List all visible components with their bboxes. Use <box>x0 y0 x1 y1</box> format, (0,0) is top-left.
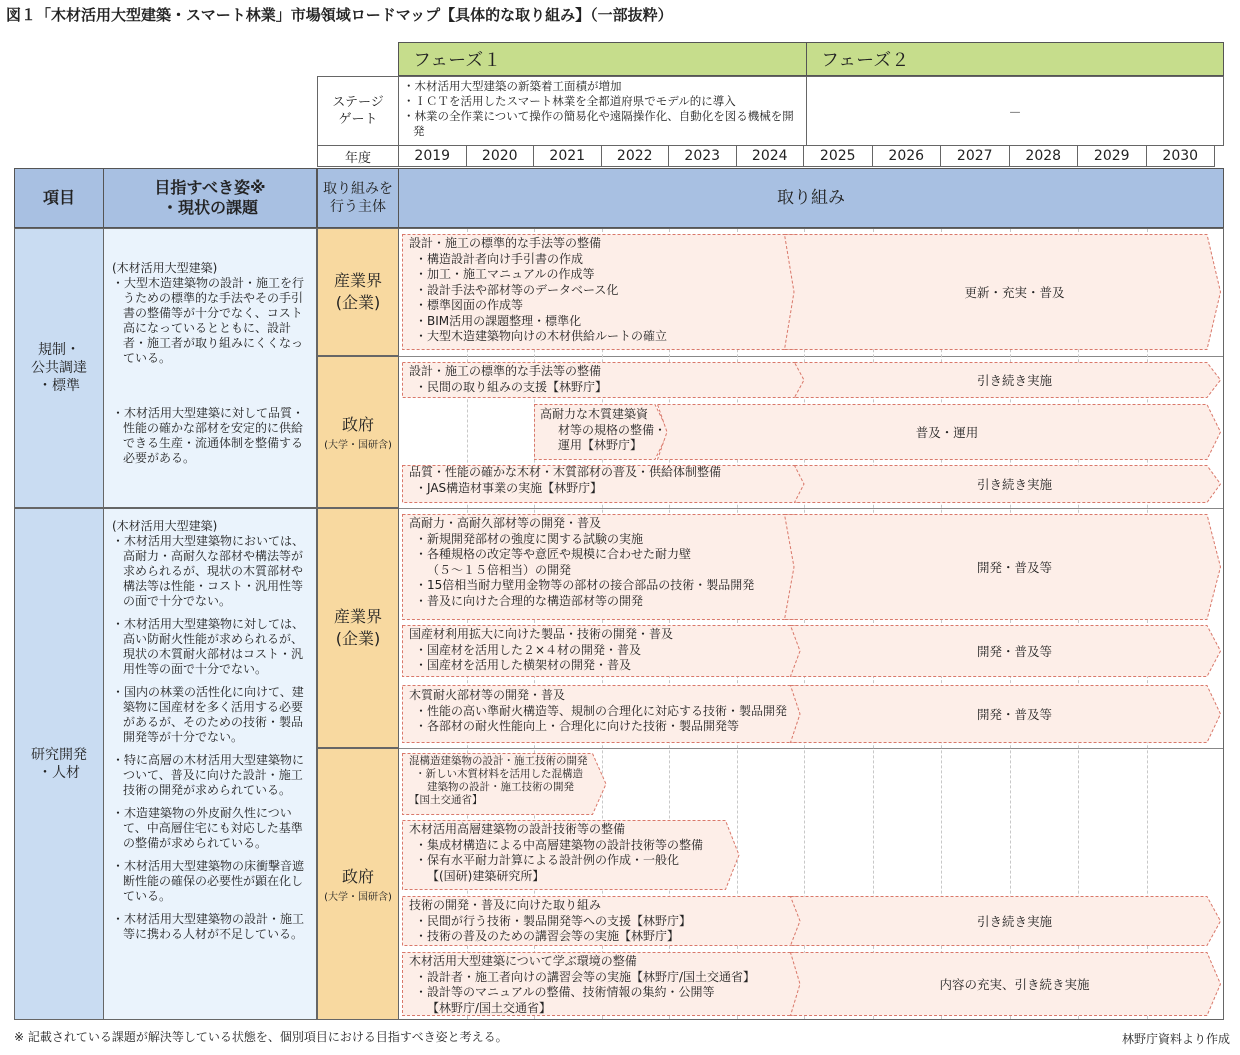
continuation-label: 普及・運用 <box>915 425 979 440</box>
header-item: 項目 <box>14 168 104 228</box>
action-line: 建築物の設計・施工技術の開発 <box>427 781 574 793</box>
year-2025: 2025 <box>803 145 873 167</box>
action-bullet: 【林野庁/国土交通省】 <box>427 1000 552 1015</box>
year-2030: 2030 <box>1146 145 1216 167</box>
action-bullet: （５～１５倍相当）の開発 <box>427 562 572 577</box>
stage-gate-phase1 <box>398 76 807 146</box>
year-2028: 2028 <box>1009 145 1079 167</box>
goal-head: (木材活用大型建築) <box>112 519 218 533</box>
action-line: 混構造建築物の設計・施工技術の開発 <box>409 755 588 767</box>
actor-industry-1 <box>317 228 399 356</box>
action-bullet: ・15倍相当耐力壁用金物等の部材の接合部品の技術・製品開発 <box>415 578 755 592</box>
action-title: 品質・性能の確かな木材・木質部材の普及・供給体制整備 <box>409 465 722 479</box>
action-title: 高耐力・高耐久部材等の開発・普及 <box>409 516 602 530</box>
actor-line: 産業界 <box>333 607 382 626</box>
category-line: ・標準 <box>38 378 80 394</box>
continuation-label: 更新・充実・普及 <box>964 285 1065 300</box>
actor-line: (企業) <box>335 293 381 312</box>
row-separator <box>399 508 1223 509</box>
footnote: ※ 記載されている課題が解決等している状態を、個別項目における目指すべき姿と考える。 <box>14 1030 508 1044</box>
continuation-label: 開発・普及等 <box>976 707 1052 722</box>
goal-item: ・木材活用大型建築物に対しては、高い防耐火性能が求められるが、現状の木質耐火部材はコスト・汎用性等の面で十分でない。 <box>112 617 305 676</box>
year-2019: 2019 <box>398 145 467 167</box>
stage-gate-label-line2: ゲート <box>338 112 378 127</box>
action-bullet: ・国産材を活用した２×４材の開発・普及 <box>415 642 642 657</box>
action-bullet: ・各部材の耐火性能向上・合理化に向けた技術・製品開発等 <box>415 719 740 733</box>
action-line: 運用【林野庁】 <box>558 438 643 452</box>
action-bullet: ・新規開発部材の強度に関する試験の実施 <box>415 531 644 546</box>
action-bullet: ・集成材構造による中高層建築物の設計技術等の整備 <box>415 837 704 852</box>
header-goal <box>103 168 317 228</box>
continuation-label: 引き続き実施 <box>976 373 1052 388</box>
action-bullet: ・保有水平耐力計算による設計例の作成・一般化 <box>415 853 680 867</box>
action-bullet: 【(国研)建築研究所】 <box>427 868 545 883</box>
year-2020: 2020 <box>466 145 535 167</box>
action-line: 【国土交通省】 <box>409 794 483 806</box>
actor-line: 産業界 <box>333 271 382 290</box>
actor-line: (大学・国研含) <box>324 891 392 903</box>
action-text <box>409 898 691 945</box>
action-text <box>409 954 755 1016</box>
action-bullet: ・大型木造建築物向けの木材供給ルートの確立 <box>415 329 668 343</box>
continuation-label: 引き続き実施 <box>976 914 1052 929</box>
stage-gate-phase2: － <box>806 76 1224 146</box>
action-text <box>409 755 588 807</box>
stage-gate-label-line1: ステージ <box>332 95 384 110</box>
actor-industry-2 <box>317 508 399 748</box>
goals-rnd <box>103 508 317 1020</box>
action-line: 材等の規格の整備・ <box>558 422 667 437</box>
actor-government-1 <box>317 356 399 508</box>
year-2027: 2027 <box>940 145 1010 167</box>
category-regulation <box>14 228 104 508</box>
action-bullet: ・設計等のマニュアルの整備、技術情報の集約・公開等 <box>415 985 715 999</box>
header-goal-line1: 目指すべき姿※ <box>154 178 266 197</box>
figure-title: 図１「木材活用大型建築・スマート林業」市場領域ロードマップ【具体的な取り組み】（一部抜粋） <box>6 6 673 24</box>
action-title: 設計・施工の標準的な手法等の整備 <box>409 236 602 250</box>
header-actor-line2: 行う主体 <box>330 199 386 215</box>
action-text <box>409 688 787 735</box>
stage-gate-item: ・ＩＣＴを活用したスマート林業を全都道府県でモデル的に導入 <box>403 94 736 108</box>
action-title: 設計・施工の標準的な手法等の整備 <box>409 364 602 378</box>
row-separator <box>399 356 1223 357</box>
action-text <box>409 516 754 609</box>
action-title: 木質耐火部材等の開発・普及 <box>409 688 566 702</box>
action-bullet: ・技術の普及のための講習会等の実施【林野庁】 <box>415 929 680 943</box>
stage-gate-item: ・林業の全作業について操作の簡易化や遠隔操作化、自動化を図る機械を開発 <box>403 109 794 138</box>
action-text <box>409 822 703 884</box>
goal-item: ・木材活用大型建築物の床衝撃音遮断性能の確保の必要性が顕在化している。 <box>112 859 305 903</box>
continuation-label: 開発・普及等 <box>976 560 1052 575</box>
action-text <box>409 364 607 395</box>
stage-gate-label <box>317 76 399 146</box>
action-text <box>409 236 667 345</box>
header-actor <box>317 168 399 228</box>
stage-gate-item: ・木材活用大型建築の新築着工面積が増加 <box>403 79 622 93</box>
action-text <box>409 627 673 674</box>
goal-item: ・木造建築物の外皮耐久性について、中高層住宅にも対応した基準の整備が求められている。 <box>112 806 303 850</box>
action-text <box>409 465 721 496</box>
continuation-label: 内容の充実、引き続き実施 <box>939 977 1090 992</box>
action-title: 国産材利用拡大に向けた製品・技術の開発・普及 <box>409 627 674 641</box>
goal-item: ・木材活用大型建築物の設計・施工等に携わる人材が不足している。 <box>112 912 305 941</box>
category-line: ・人材 <box>38 765 80 781</box>
actor-line: 政府 <box>341 866 374 886</box>
action-title: 木材活用大型建築について学ぶ環境の整備 <box>409 954 637 968</box>
action-bullet: ・普及に向けた合理的な構造部材等の開発 <box>415 593 644 608</box>
category-line: 規制・ <box>38 342 80 358</box>
actor-government-2 <box>317 748 399 1020</box>
goal-item: ・特に高層の木材活用大型建築物について、普及に向けた設計・施工技術の開発が求められている。 <box>112 753 305 797</box>
actor-line: (企業) <box>335 629 381 648</box>
action-bullet: ・性能の高い準耐火構造等、規制の合理化に対応する技術・製品開発 <box>415 703 788 718</box>
action-bullet: ・設計手法や部材等のデータベース化 <box>415 282 619 297</box>
goals-regulation <box>103 228 317 508</box>
phase-2-header: フェーズ２ <box>806 42 1224 76</box>
category-line: 研究開発 <box>31 747 87 763</box>
category-line: 公共調達 <box>31 360 87 376</box>
category-rnd <box>14 508 104 1020</box>
goal-item: ・大型木造建築物の設計・施工を行うための標準的な手法やその手引書の整備等が十分でなく、コスト高になっているとともに、設計者・施工者が取り組みにくくなっている。 <box>112 276 305 365</box>
goal-item: ・国内の林業の活性化に向けて、建築物に国産材を多く活用する必要があるが、そのための技術・製品開発等が十分でない。 <box>112 685 304 744</box>
row-separator <box>399 748 1223 749</box>
year-2021: 2021 <box>533 145 602 167</box>
year-label: 年度 <box>317 145 399 167</box>
action-title: 木材活用高層建築物の設計技術等の整備 <box>409 822 626 836</box>
continuation-label: 引き続き実施 <box>976 477 1052 492</box>
action-bullet: ・各種規格の改定等や意匠や規模に合わせた耐力壁 <box>415 547 692 561</box>
action-bullet: ・設計者・施工者向けの講習会等の実施【林野庁/国土交通省】 <box>415 969 756 984</box>
action-bullet: ・標準図面の作成等 <box>415 298 524 312</box>
continuation-label: 開発・普及等 <box>976 644 1052 659</box>
phase-1-header: フェーズ１ <box>398 42 807 76</box>
header-actor-line1: 取り組みを <box>323 181 393 197</box>
year-2029: 2029 <box>1077 145 1147 167</box>
action-text <box>540 407 666 454</box>
action-bullet: ・構造設計者向け手引書の作成 <box>415 251 584 266</box>
year-2022: 2022 <box>601 145 670 167</box>
action-bullet: ・JAS構造材事業の実施【林野庁】 <box>415 480 603 495</box>
action-bullet: ・民間が行う技術・製品開発等への支援【林野庁】 <box>415 913 692 928</box>
year-2024: 2024 <box>736 145 805 167</box>
header-goal-line2: ・現状の課題 <box>161 198 258 217</box>
action-line: ・新しい木質材料を活用した混構造 <box>415 768 583 780</box>
action-title: 技術の開発・普及に向けた取り組み <box>409 898 602 912</box>
source-note: 林野庁資料より作成 <box>1121 1032 1230 1046</box>
action-bullet: ・民間の取り組みの支援【林野庁】 <box>415 379 608 394</box>
header-actions: 取り組み <box>398 168 1224 228</box>
action-bullet: ・加工・施工マニュアルの作成等 <box>415 267 595 281</box>
goal-head: (木材活用大型建築) <box>112 261 218 275</box>
goal-item: ・木材活用大型建築物においては、高耐力・高耐久な部材や構法等が求められるが、現状の木質部材や構法等は性能・コスト・汎用性等の面で十分でない。 <box>112 534 305 608</box>
actor-line: 政府 <box>341 414 374 434</box>
action-bullet: ・国産材を活用した横架材の開発・普及 <box>415 658 632 672</box>
action-bullet: ・BIM活用の課題整理・標準化 <box>415 313 582 328</box>
actor-line: (大学・国研含) <box>324 439 392 451</box>
year-2026: 2026 <box>872 145 942 167</box>
year-2023: 2023 <box>668 145 737 167</box>
goal-item: ・木材活用大型建築に対して品質・性能の確かな部材を安定的に供給できる生産・流通体制を整備する必要がある。 <box>112 406 305 465</box>
action-line: 高耐力な木質建築資 <box>540 407 649 421</box>
actions-grid <box>398 228 1224 1020</box>
